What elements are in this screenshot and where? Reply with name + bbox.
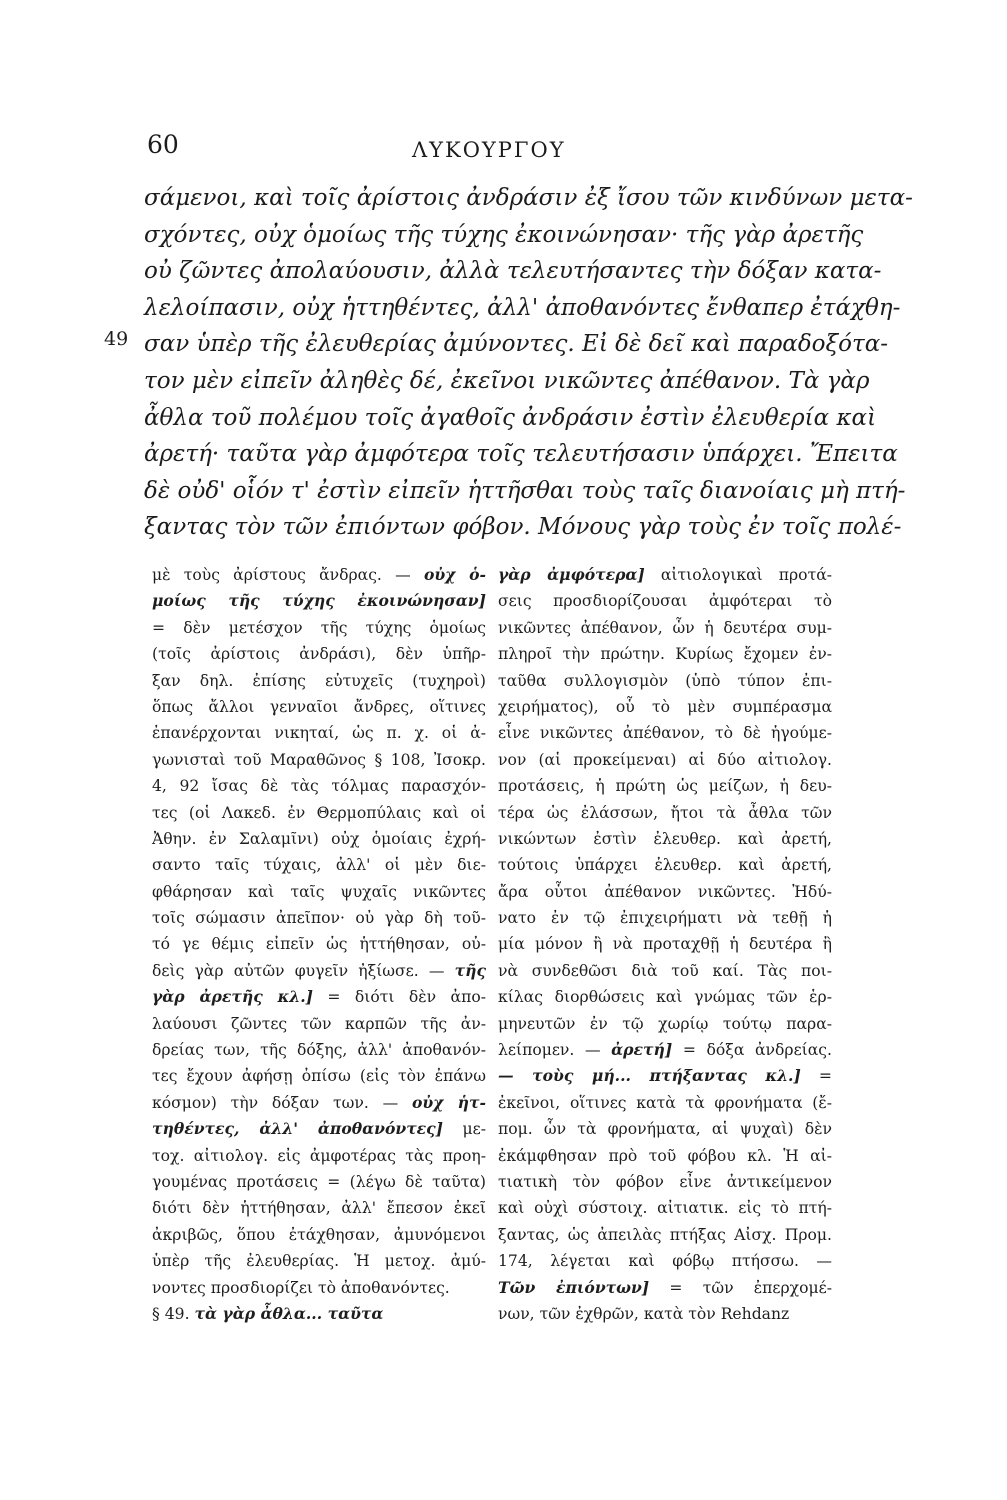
commentary-text: λείπομεν. — bbox=[498, 1041, 612, 1060]
commentary-text: τοῖς σώμασιν ἀπεῖπον· οὐ γὰρ δὴ τοῦ- bbox=[152, 909, 486, 928]
commentary-right-column bbox=[498, 562, 832, 1327]
commentary-text: πληροῖ τὴν πρώτην. Κυρίως ἔχομεν ἐν- bbox=[498, 645, 832, 664]
commentary-text: χειρήματος), οὗ τὸ μὲν συμπέρασμα bbox=[498, 697, 832, 716]
commentary-line bbox=[498, 641, 832, 667]
commentary-text: = δόξα ἀνδρείας. bbox=[672, 1041, 832, 1060]
commentary-text: νὰ συνδεθῶσι διὰ τοῦ καί. Τὰς ποι- bbox=[498, 961, 832, 980]
commentary-line bbox=[152, 1222, 486, 1248]
page-number: 60 bbox=[147, 130, 179, 159]
commentary-text: τέρα ὡς ἐλάσσων, ἤτοι τὰ ἆθλα τῶν bbox=[498, 803, 832, 822]
main-text bbox=[144, 180, 913, 546]
commentary-line bbox=[152, 747, 486, 773]
commentary-lemma: οὐχ ἡτ- bbox=[411, 1092, 486, 1112]
main-text-line: δὲ οὐδ' οἷόν τ' ἐστὶν εἰπεῖν ἡττῆσθαι τοὺς ταῖς διανοίαις μὴ πτή- bbox=[144, 477, 906, 504]
commentary-line bbox=[498, 1222, 832, 1248]
commentary-line bbox=[152, 668, 486, 694]
commentary-text: § 49. bbox=[152, 1304, 195, 1323]
commentary-text: με- bbox=[443, 1120, 486, 1139]
commentary-line bbox=[498, 1090, 832, 1116]
commentary-line bbox=[152, 1169, 486, 1195]
commentary-line bbox=[498, 1275, 832, 1301]
commentary-lemma: Τῶν ἐπιόντων] bbox=[498, 1277, 650, 1297]
commentary-lemma: — τοὺς μή... πτήξαντας κλ.] bbox=[498, 1066, 801, 1086]
commentary-text: νον (αἱ προκείμεναι) αἱ δύο αἰτιολογ. bbox=[498, 750, 832, 769]
commentary-line bbox=[152, 694, 486, 720]
commentary-text: μηνευτῶν ἐν τῷ χωρίῳ τούτῳ παρα- bbox=[498, 1014, 832, 1033]
commentary-text: γωνισταὶ τοῦ Μαραθῶνος § 108, Ἰσοκρ. bbox=[152, 750, 486, 769]
commentary-text: τες (οἱ Λακεδ. ἐν Θερμοπύλαις καὶ οἱ bbox=[152, 803, 486, 822]
commentary-line bbox=[498, 879, 832, 905]
commentary-text: νικῶντες ἀπέθανον, ὧν ἡ δευτέρα συμ- bbox=[498, 618, 832, 637]
commentary-lemma: τηθέντες, ἀλλ' ἀποθανόντες] bbox=[152, 1119, 444, 1139]
commentary-text: Ἀθην. ἐν Σαλαμῖνι) οὐχ ὁμοίαις ἐχρή- bbox=[152, 829, 486, 848]
main-text-line: τον μὲν εἰπεῖν ἀληθὲς δέ, ἐκεῖνοι νικῶντες ἀπέθανον. Τὰ γὰρ bbox=[144, 367, 870, 394]
main-text-line: σχόντες, οὐχ ὁμοίως τῆς τύχης ἐκοινώνησαν· τῆς γὰρ ἀρετῆς bbox=[144, 221, 864, 248]
commentary-text: ἐκάμφθησαν πρὸ τοῦ φόβου κλ. Ἡ αἰ- bbox=[498, 1146, 832, 1165]
commentary-text: ἐπανέρχονται νικηταί, ὡς π. χ. οἱ ἀ- bbox=[152, 724, 486, 743]
commentary-text: μὲ τοὺς ἀρίστους ἄνδρας. — bbox=[152, 566, 424, 584]
commentary-text: = διότι δὲν ἀπο- bbox=[313, 988, 486, 1007]
commentary-text: νοντες προσδιορίζει τὸ ἀποθανόντες. bbox=[152, 1278, 450, 1297]
commentary-text: αἰτιολογικαὶ προτά- bbox=[644, 566, 832, 584]
commentary-line bbox=[498, 615, 832, 641]
commentary-line bbox=[152, 1143, 486, 1169]
commentary-text: διότι δὲν ἡττήθησαν, ἀλλ' ἔπεσον ἐκεῖ bbox=[152, 1199, 486, 1218]
commentary-text: ἀκριβῶς, ὅπου ἐτάχθησαν, ἀμυνόμενοι bbox=[152, 1225, 486, 1244]
commentary-text: (τοῖς ἀρίστοις ἀνδράσι), δὲν ὑπῆρ- bbox=[152, 645, 486, 664]
commentary-line bbox=[152, 826, 486, 852]
commentary-line bbox=[152, 800, 486, 826]
commentary-line bbox=[152, 588, 486, 614]
commentary-line bbox=[498, 773, 832, 799]
commentary-text: ταῦθα συλλογισμὸν (ὑπὸ τύπον ἐπι- bbox=[498, 671, 832, 690]
commentary-line bbox=[152, 615, 486, 641]
commentary-line bbox=[498, 1037, 832, 1063]
commentary-text: νατο ἐν τῷ ἐπιχειρήματι νὰ τεθῇ ἡ bbox=[498, 909, 832, 928]
commentary-line bbox=[498, 984, 832, 1010]
commentary-line bbox=[498, 1143, 832, 1169]
commentary-lemma: γὰρ ἀρετῆς κλ.] bbox=[152, 987, 314, 1007]
commentary-line bbox=[498, 852, 832, 878]
commentary-text: = δὲν μετέσχον τῆς τύχης ὁμοίως bbox=[152, 618, 486, 637]
commentary-text: ξαν δηλ. ἐπίσης εὐτυχεῖς (τυχηροὶ) bbox=[152, 671, 486, 690]
commentary-line bbox=[152, 1248, 486, 1274]
commentary-text: τοχ. αἰτιολογ. εἰς ἀμφοτέρας τὰς προη- bbox=[152, 1146, 486, 1165]
commentary-text: = τῶν ἐπερχομέ- bbox=[649, 1278, 832, 1297]
commentary-text: πομ. ὧν τὰ φρονήματα, αἱ ψυχαὶ) δὲν bbox=[498, 1120, 832, 1139]
commentary-line bbox=[152, 1037, 486, 1063]
commentary-text: δρείας των, τῆς δόξης, ἀλλ' ἀποθανόν- bbox=[152, 1041, 486, 1060]
main-text-line: οὐ ζῶντες ἀπολαύουσιν, ἀλλὰ τελευτήσαντες τὴν δόξαν κατα- bbox=[144, 258, 882, 285]
commentary-line bbox=[152, 1116, 486, 1142]
section-number: 49 bbox=[104, 328, 129, 350]
commentary-text: ἐκεῖνοι, οἵτινες κατὰ τὰ φρονήματα (ἔ- bbox=[498, 1093, 832, 1112]
running-title: ΛΥΚΟΥΡΓΟΥ bbox=[412, 138, 566, 162]
commentary-text: νικώντων ἐστὶν ἐλευθερ. καὶ ἀρετή, bbox=[498, 829, 832, 848]
commentary-line bbox=[498, 1301, 832, 1327]
commentary-text: τούτοις ὑπάρχει ἐλευθερ. καὶ ἀρετή, bbox=[498, 856, 832, 875]
commentary-text: τιατικὴ τὸν φόβον εἶνε ἀντικείμενον bbox=[498, 1172, 832, 1191]
commentary-text: εἶνε νικῶντες ἀπέθανον, τὸ δὲ ἡγούμε- bbox=[498, 724, 832, 743]
commentary-line bbox=[498, 747, 832, 773]
commentary-line bbox=[498, 588, 832, 614]
commentary-text: σαντο ταῖς τύχαις, ἀλλ' οἱ μὲν διε- bbox=[152, 856, 486, 875]
commentary-lemma: γὰρ ἀμφότερα] bbox=[498, 565, 645, 584]
commentary-line bbox=[498, 1011, 832, 1037]
commentary-text: 174, λέγεται καὶ φόβῳ πτήσσω. — bbox=[498, 1252, 832, 1271]
commentary-text: τό γε θέμις εἰπεῖν ὡς ἡττήθησαν, οὐ- bbox=[152, 935, 486, 954]
commentary-line bbox=[152, 1090, 486, 1116]
commentary-text: γουμένας προτάσεις = (λέγω δὲ ταῦτα) bbox=[152, 1172, 486, 1191]
commentary-line bbox=[498, 1248, 832, 1274]
commentary-line bbox=[152, 1195, 486, 1221]
commentary-line bbox=[152, 879, 486, 905]
main-text-line: ἀρετή· ταῦτα γὰρ ἀμφότερα τοῖς τελευτήσασιν ὑπάρχει. Ἔπειτα bbox=[144, 441, 898, 468]
commentary-text: ἄρα οὗτοι ἀπέθανον νικῶντες. Ἠδύ- bbox=[498, 882, 832, 901]
main-text-line: ἆθλα τοῦ πολέμου τοῖς ἀγαθοῖς ἀνδράσιν ἐστὶν ἐλευθερία καὶ bbox=[144, 404, 877, 431]
commentary-line bbox=[152, 720, 486, 746]
commentary-text: 4, 92 ἴσας δὲ τὰς τόλμας παρασχόν- bbox=[152, 777, 486, 796]
commentary-line bbox=[152, 984, 486, 1010]
commentary-line bbox=[152, 905, 486, 931]
commentary-line bbox=[498, 694, 832, 720]
commentary-lemma: μοίως τῆς τύχης ἐκοινώνησαν] bbox=[152, 591, 486, 611]
commentary-lemma: τὰ γὰρ ἆθλα... ταῦτα bbox=[194, 1303, 384, 1323]
commentary-text: σεις προσδιορίζουσαι ἀμφότεραι τὸ bbox=[498, 592, 832, 611]
commentary-lemma: ἀρετή] bbox=[611, 1040, 673, 1060]
commentary-line bbox=[152, 1011, 486, 1037]
commentary-text: καὶ οὐχὶ σύστοιχ. αἰτιατικ. εἰς τὸ πτή- bbox=[498, 1199, 832, 1218]
commentary-line bbox=[152, 562, 486, 588]
commentary-text: κόσμον) τὴν δόξαν των. — bbox=[152, 1093, 412, 1112]
commentary-left-column bbox=[152, 562, 486, 1327]
commentary-text: νων, τῶν ἐχθρῶν, κατὰ τὸν Rehdanz bbox=[498, 1304, 790, 1323]
main-text-line: σαν ὑπὲρ τῆς ἐλευθερίας ἀμύνοντες. Εἰ δὲ δεῖ καὶ παραδοξότα- bbox=[144, 331, 889, 358]
commentary-text: ὑπὲρ τῆς ἐλευθερίας. Ἡ μετοχ. ἀμύ- bbox=[152, 1252, 486, 1271]
commentary-text: δεὶς γὰρ αὐτῶν φυγεῖν ἠξίωσε. — bbox=[152, 961, 455, 980]
commentary-text: ξαντας, ὡς ἀπειλὰς πτήξας Αἰσχ. Προμ. bbox=[498, 1225, 832, 1244]
commentary-line bbox=[498, 668, 832, 694]
commentary-text: ὅπως ἄλλοι γενναῖοι ἄνδρες, οἵτινες bbox=[152, 697, 486, 716]
commentary-text: προτάσεις, ἡ πρώτη ὡς μείζων, ἡ δευ- bbox=[498, 777, 832, 796]
commentary-line bbox=[152, 773, 486, 799]
commentary-line bbox=[152, 1275, 486, 1301]
commentary-text: λαύουσι ζῶντες τῶν καρπῶν τῆς ἀν- bbox=[152, 1014, 486, 1033]
commentary-lemma: οὐχ ὁ- bbox=[423, 565, 486, 584]
commentary-line bbox=[152, 931, 486, 957]
commentary-line bbox=[152, 641, 486, 667]
commentary-line bbox=[498, 720, 832, 746]
main-text-line: λελοίπασιν, οὐχ ἡττηθέντες, ἀλλ' ἀποθανόντες ἔνθαπερ ἐτάχθη- bbox=[144, 294, 901, 321]
main-text-line: σάμενοι, καὶ τοῖς ἀρίστοις ἀνδράσιν ἐξ ἴσου τῶν κινδύνων μετα- bbox=[144, 185, 913, 211]
commentary-line bbox=[152, 1063, 486, 1089]
commentary-lemma: τῆς bbox=[454, 960, 486, 980]
main-text-line: ξαντας τὸν τῶν ἐπιόντων φόβον. Μόνους γὰρ τοὺς ἐν τοῖς πολέ- bbox=[144, 514, 902, 541]
commentary-line bbox=[498, 1116, 832, 1142]
commentary-text: = bbox=[800, 1067, 832, 1086]
commentary-line bbox=[152, 1301, 486, 1327]
commentary-line bbox=[498, 562, 832, 588]
commentary-line bbox=[498, 905, 832, 931]
commentary-text: τες ἔχουν ἀφήσῃ ὀπίσω (εἰς τὸν ἐπάνω bbox=[152, 1067, 486, 1086]
commentary-line bbox=[498, 1195, 832, 1221]
commentary-line bbox=[498, 1063, 832, 1089]
commentary-text: κίλας διορθώσεις καὶ γνώμας τῶν ἑρ- bbox=[498, 988, 832, 1007]
commentary-line bbox=[498, 800, 832, 826]
commentary-line bbox=[152, 958, 486, 984]
commentary-text: μία μόνον ἢ νὰ προταχθῇ ἡ δευτέρα ἢ bbox=[498, 935, 832, 954]
commentary-line bbox=[152, 852, 486, 878]
commentary-line bbox=[498, 958, 832, 984]
commentary-line bbox=[498, 1169, 832, 1195]
commentary-line bbox=[498, 931, 832, 957]
commentary-text: φθάρησαν καὶ ταῖς ψυχαῖς νικῶντες bbox=[152, 882, 486, 901]
commentary-line bbox=[498, 826, 832, 852]
